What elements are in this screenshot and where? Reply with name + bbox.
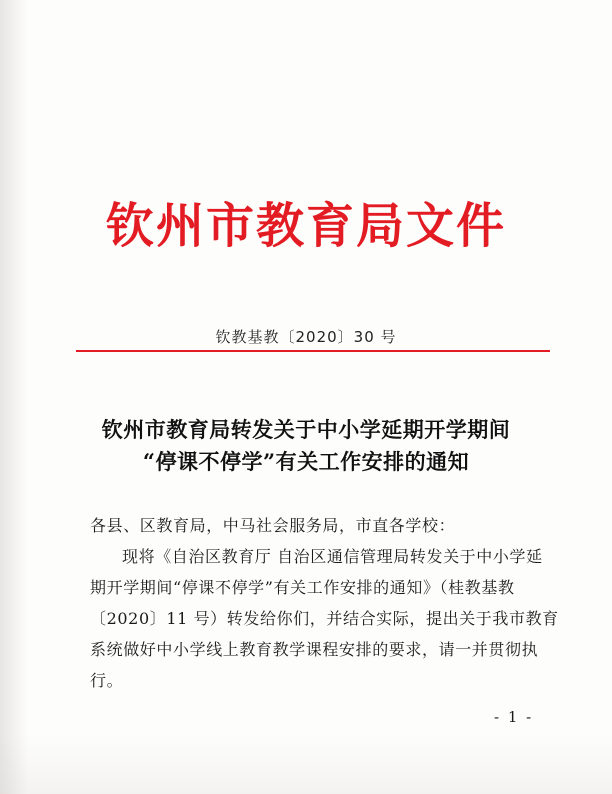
- paragraph-line-3: 〔2020〕11 号）转发给你们，并结合实际，提出关于我市教育: [90, 609, 559, 628]
- scan-edge-shadow: [0, 0, 28, 794]
- document-header-title: 钦州市教育局文件: [105, 198, 506, 254]
- salutation: 各县、区教育局，中马社会服务局，市直各学校：: [90, 516, 456, 535]
- paragraph-line-1: 现将《自治区教育厅 自治区通信管理局转发关于中小学延: [122, 547, 543, 566]
- notice-title-line-2: “停课不停学”有关工作安排的通知: [142, 449, 470, 474]
- red-divider-line: [76, 350, 550, 352]
- document-number: 钦教基教〔2020〕30 号: [215, 328, 397, 346]
- scan-bottom-shadow: [0, 734, 612, 794]
- page-number: - 1 -: [494, 708, 534, 726]
- paragraph-line-4: 系统做好中小学线上教育教学课程安排的要求，请一并贯彻执: [90, 640, 539, 659]
- notice-title-line-1: 钦州市教育局转发关于中小学延期开学期间: [101, 417, 511, 442]
- paragraph-line-5: 行。: [90, 671, 124, 690]
- paragraph-line-2: 期开学期间“停课不停学”有关工作安排的通知》（桂教基教: [90, 578, 515, 597]
